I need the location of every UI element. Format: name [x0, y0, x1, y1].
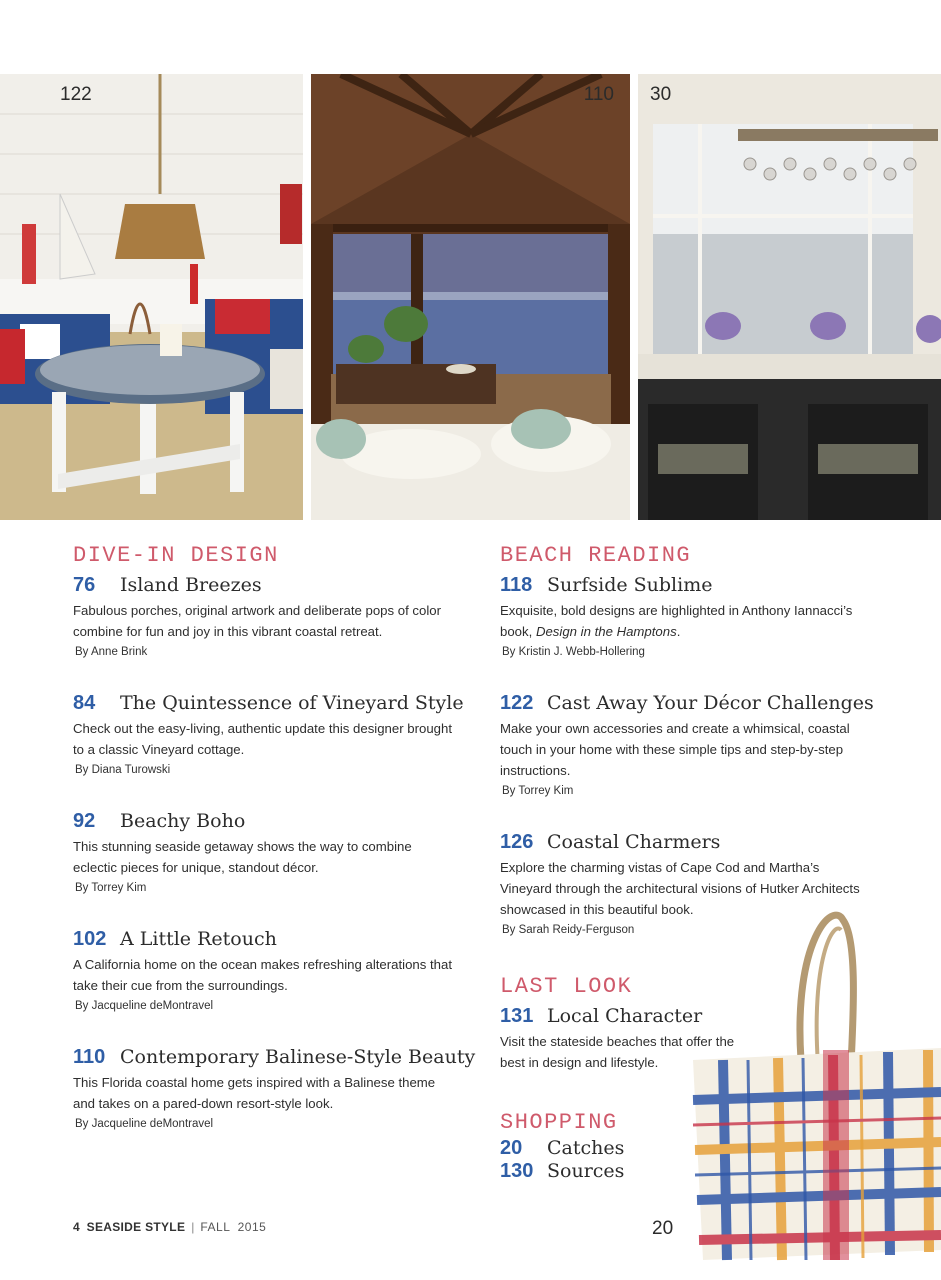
- footer-page-number: 4: [73, 1220, 80, 1234]
- toc-item[interactable]: [500, 1160, 860, 1183]
- toc-article-description: Explore the charming vistas of Cape Cod and Martha’s Vineyard through the architectural visions of Hutker Architects showcased in this beautiful book.: [500, 860, 860, 917]
- footer-magazine-name: SEASIDE STYLE: [86, 1220, 186, 1234]
- section-heading-dive-in-design: DIVE-IN DESIGN: [73, 543, 279, 568]
- toc-article-description: Check out the easy-living, authentic update this designer brought to a classic Vineyard cottage.: [73, 721, 453, 757]
- toc-article-byline: By Jacqueline deMontravel: [75, 1000, 214, 1012]
- toc-article-description: This Florida coastal home gets inspired with a Balinese theme and takes on a pared-down resort-style look.: [73, 1075, 436, 1111]
- toc-right-column: [500, 542, 874, 1183]
- toc-item[interactable]: [500, 572, 860, 659]
- toc-item[interactable]: [73, 926, 453, 1013]
- toc-article-title: Catches: [547, 1137, 625, 1159]
- page-footer: [73, 1220, 266, 1234]
- toc-article-description: This stunning seaside getaway shows the way to combine eclectic pieces for unique, standout décor.: [73, 839, 412, 875]
- photo-dining-room-image: [638, 74, 941, 520]
- photo-dining-room: [638, 74, 941, 520]
- toc-article-title: Island Breezes: [120, 574, 262, 596]
- toc-page-number: 122: [500, 692, 534, 714]
- toc-article-title: Cast Away Your Décor Challenges: [547, 692, 874, 714]
- toc-page-number: 130: [500, 1160, 534, 1182]
- toc-page-number: 20: [500, 1137, 523, 1159]
- toc-page-number: 102: [73, 928, 107, 950]
- toc-article-byline: By Anne Brink: [75, 646, 148, 658]
- toc-article-description: A California home on the ocean makes refreshing alterations that take their cue from the surroundings.: [73, 957, 452, 993]
- toc-article-byline: By Torrey Kim: [502, 785, 574, 797]
- description-text: Exquisite, bold designs are highlighted in Anthony Iannacci’s book,: [500, 603, 853, 639]
- photo-page-number: 122: [60, 84, 92, 105]
- toc-page-number: 118: [500, 574, 533, 596]
- footer-divider: |: [191, 1220, 195, 1234]
- toc-article-description: Make your own accessories and create a whimsical, coastal touch in your home with these simple tips and step-by-step instructions.: [500, 721, 850, 778]
- toc-article-title: Contemporary Balinese-Style Beauty: [120, 1046, 476, 1068]
- footer-issue: FALL 2015: [200, 1220, 267, 1234]
- photo-balinese-living-image: [311, 74, 630, 520]
- toc-page-number: 92: [73, 810, 96, 832]
- section-heading-shopping: SHOPPING: [500, 1110, 618, 1135]
- toc-item[interactable]: [73, 808, 453, 895]
- section-heading-last-look: LAST LOOK: [500, 974, 633, 999]
- toc-item[interactable]: [500, 690, 874, 798]
- photo-island-breezes-interior: [0, 74, 303, 520]
- toc-page-number: 126: [500, 831, 534, 853]
- toc-article-byline: By Jacqueline deMontravel: [75, 1118, 214, 1130]
- toc-page-number: 131: [500, 1005, 534, 1027]
- toc-item[interactable]: [500, 1137, 860, 1160]
- toc-item[interactable]: [500, 829, 860, 937]
- toc-article-title: Sources: [547, 1160, 625, 1182]
- toc-article-byline: By Kristin J. Webb-Hollering: [502, 646, 645, 658]
- section-heading-beach-reading: BEACH READING: [500, 543, 692, 568]
- toc-page-number: 84: [73, 692, 96, 714]
- toc-left-column: [73, 542, 476, 1131]
- toc-item[interactable]: [73, 1044, 476, 1131]
- toc-item[interactable]: [73, 572, 453, 659]
- photo-page-number: 110: [583, 84, 614, 105]
- description-text-end: .: [676, 624, 681, 639]
- book-title: Design in the Hamptons: [535, 624, 677, 639]
- toc-article-title: The Quintessence of Vineyard Style: [120, 692, 464, 714]
- photo-page-number: 30: [650, 84, 672, 105]
- toc-article-byline: By Sarah Reidy-Ferguson: [502, 924, 635, 936]
- toc-article-title: Local Character: [547, 1005, 703, 1027]
- toc-item[interactable]: [73, 690, 464, 777]
- toc-article-title: Beachy Boho: [120, 810, 246, 832]
- toc-article-byline: By Torrey Kim: [75, 882, 147, 894]
- photo-page-number: 20: [652, 1218, 674, 1239]
- toc-page-number: 76: [73, 574, 96, 596]
- toc-article-description: Fabulous porches, original artwork and deliberate pops of color combine for fun and joy in this vibrant coastal retreat.: [73, 603, 441, 639]
- toc-article-description: Visit the stateside beaches that offer the best in design and lifestyle.: [500, 1034, 735, 1070]
- toc-article-byline: By Diana Turowski: [75, 764, 171, 776]
- toc-article-title: A Little Retouch: [120, 928, 277, 950]
- photo-living-room-image: [0, 74, 303, 520]
- toc-page-number: 110: [73, 1046, 106, 1068]
- photo-balinese-interior: [311, 74, 630, 520]
- toc-item[interactable]: [500, 1003, 860, 1073]
- toc-article-title: Coastal Charmers: [547, 831, 721, 853]
- toc-article-title: Surfside Sublime: [547, 574, 713, 596]
- toc-article-description: [500, 600, 860, 642]
